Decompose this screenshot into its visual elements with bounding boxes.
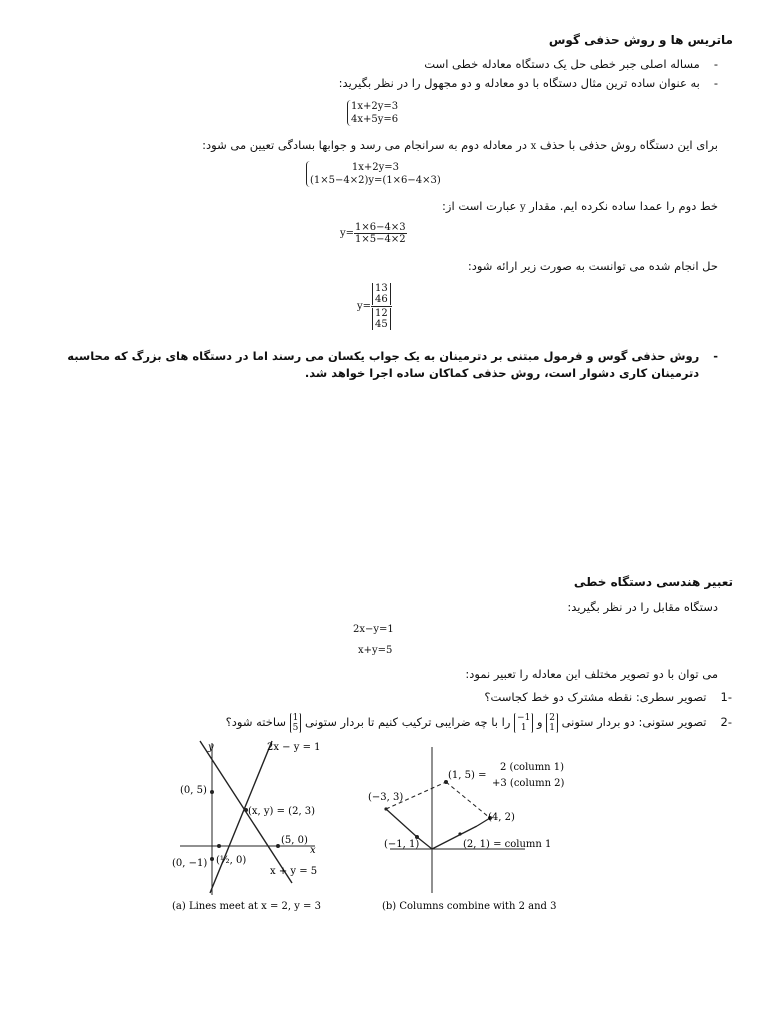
bullet-3 <box>38 348 718 382</box>
line-2x-minus-y <box>210 741 272 893</box>
point-half-0 <box>217 844 221 848</box>
paragraph-2-b: عبارت است از: <box>442 199 517 213</box>
bullet-2 <box>118 76 718 90</box>
vec1-top: 2 <box>549 712 555 723</box>
paragraph-1-var: x <box>530 141 537 152</box>
system-1-eq1: 1x+2y=3 <box>351 101 399 112</box>
bullet-1-text: مساله اصلی جبر خطی حل یک دستگاه معادله خطی است <box>424 57 700 71</box>
section1-title: ماتریس ها و روش حذفی گوس <box>548 33 733 47</box>
paragraph-2 <box>118 199 718 213</box>
fraction-denominator: 1×5−4×2 <box>355 234 406 245</box>
fraction-formula <box>340 222 407 245</box>
determinant-fraction <box>371 283 392 330</box>
paragraph-1 <box>38 138 718 152</box>
vec3-top: 1 <box>292 712 299 723</box>
system-2-eq1: 1x+2y=3 <box>351 162 399 173</box>
label-intersection: (x, y) = (2, 3) <box>248 806 316 817</box>
determinant-formula <box>357 283 392 330</box>
det-numerator-matrix <box>372 283 391 305</box>
x-axis-label: x <box>310 845 316 856</box>
section2-intro: دستگاه مقابل را در نظر بگیرید: <box>567 600 718 614</box>
label-3-column2: +3 (column 2) <box>492 778 565 789</box>
section2-title: تعبیر هندسی دستگاه خطی <box>573 575 733 589</box>
label-m3-3: (−3, 3) <box>368 792 404 803</box>
figure-b-caption: (b) Columns combine with 2 and 3 <box>382 901 557 912</box>
system-2-eq2: (1×5−4×2)y=(1×6−4×3) <box>310 175 441 186</box>
point-m3-3 <box>384 807 387 810</box>
paragraph-2-a: خط دوم را عمدا ساده نکرده ایم. مقدار <box>529 199 718 213</box>
determinant-lhs: y= <box>357 301 372 312</box>
bullet-2-text: به عنوان ساده ترین مثال دستگاه با دو معادله و دو مجهول را در نظر بگیرید: <box>338 76 700 90</box>
fraction-numerator: 1×6−4×3 <box>355 222 406 233</box>
item-1-text: تصویر سطری: نقطه مشترک دو خط کجاست؟ <box>484 690 707 704</box>
item-2-and: و <box>536 715 543 729</box>
vec2-top: −1 <box>517 712 531 723</box>
bullet-marker: - <box>713 349 718 363</box>
det-num-row1: 13 <box>375 283 388 294</box>
point-5-0 <box>276 844 280 848</box>
determinant-numerator <box>371 283 392 307</box>
paragraph-3: حل انجام شده می توانست به صورت زیر ارائه شود: <box>467 259 718 273</box>
column-vector-1 <box>546 713 558 733</box>
system-1-eq2: 4x+5y=6 <box>351 114 399 125</box>
item-2-text-b: را با چه ضرایبی ترکیب کنیم تا بردار ستونی <box>305 715 511 729</box>
system-2 <box>306 161 441 187</box>
bullet-1 <box>118 57 718 71</box>
item-2-text-c: ساخته شود؟ <box>225 715 286 729</box>
vector-m3-3 <box>386 809 417 837</box>
line2-label: x + y = 5 <box>270 866 318 877</box>
bullet-3-text: روش حذفی گوس و فرمول مبتنی بر دترمینان به یک جواب یکسان می رسند اما در دستگاه های بزرگ که محاسبه دترمینان کاری دشوار است، روش حذفی کماکان ساده اجرا خواهد شد. <box>67 349 700 380</box>
vec1-bottom: 1 <box>549 722 555 733</box>
figure-row-picture <box>160 735 360 920</box>
determinant-denominator <box>372 307 391 330</box>
bullet-marker: - <box>713 57 718 71</box>
label-5-0: (5, 0) <box>281 835 308 846</box>
section2-item-2 <box>72 711 732 733</box>
section2-paragraph: می توان با دو تصویر مختلف این معادله را تعبیر نمود: <box>465 667 718 681</box>
vec2-bottom: 1 <box>520 722 527 733</box>
det-denominator-matrix <box>372 308 391 330</box>
figure-column-picture <box>360 745 585 920</box>
figure-a-caption: (a) Lines meet at x = 2, y = 3 <box>172 901 321 912</box>
point-0-m1 <box>210 857 214 861</box>
label-1-5: (1, 5) = <box>448 770 487 781</box>
vec3-bottom: 5 <box>292 722 299 733</box>
section2-item-1 <box>92 690 732 704</box>
column-vector-2 <box>514 713 533 733</box>
label-0-5: (0, 5) <box>180 785 207 796</box>
det-num-row2: 46 <box>375 294 388 305</box>
dashed-15-to-42 <box>446 782 490 818</box>
section2-eq1: 2x−y=1 <box>353 624 394 635</box>
item-2-number: -2 <box>720 715 732 729</box>
fraction <box>354 222 407 245</box>
label-0-m1: (0, −1) <box>172 858 208 869</box>
column-vector-3 <box>290 713 302 733</box>
fraction-lhs: y= <box>340 228 355 239</box>
label-2-column1: 2 (column 1) <box>500 762 565 773</box>
point-2-1 <box>458 832 461 835</box>
point-0-5 <box>210 790 214 794</box>
label-4-2: (4, 2) <box>488 812 515 823</box>
label-half-0: (½, 0) <box>216 855 247 866</box>
label-m1-1: (−1, 1) <box>384 839 420 850</box>
det-den-row1: 12 <box>375 308 388 319</box>
label-2-1-column1: (2, 1) = column 1 <box>463 839 552 850</box>
line1-label: 2x − y = 1 <box>267 742 321 753</box>
paragraph-2-var: y <box>519 202 526 213</box>
section2-eq2: x+y=5 <box>358 645 393 656</box>
item-2-text-a: تصویر ستونی: دو بردار ستونی <box>561 715 707 729</box>
y-axis-label: y <box>208 742 214 753</box>
paragraph-1-a: برای این دستگاه روش حذفی با حذف <box>539 138 718 152</box>
bullet-marker: - <box>713 76 718 90</box>
item-1-number: -1 <box>720 690 732 704</box>
paragraph-1-b: در معادله دوم به سرانجام می رسد و جوابها بسادگی تعیین می شود: <box>202 138 527 152</box>
det-den-row2: 45 <box>375 319 388 330</box>
system-1 <box>347 100 398 126</box>
